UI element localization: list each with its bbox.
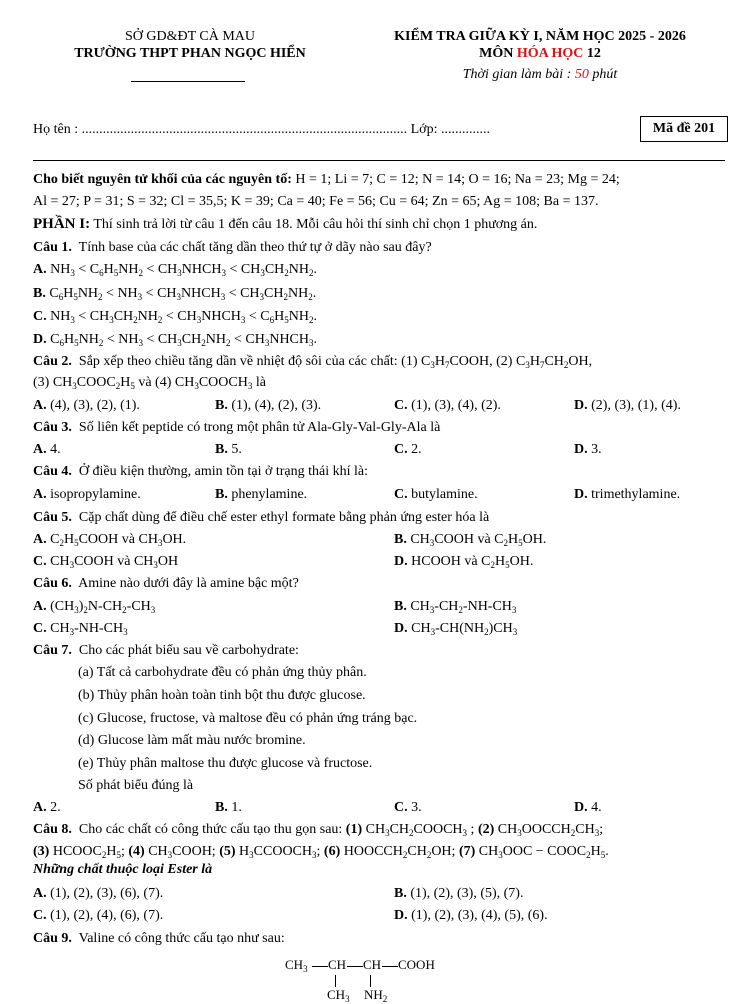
student-name-field: Họ tên : ............................................................................................. Lớp: .............. bbox=[33, 122, 490, 137]
question-5: Câu 5. Cặp chất dùng để điều chế ester ethyl formate bằng phản ứng ester hóa là bbox=[33, 510, 490, 525]
question-8-prompt: Những chất thuộc loại Ester là bbox=[33, 862, 213, 877]
school-name: TRƯỜNG THPT PHAN NGỌC HIỂN bbox=[74, 46, 306, 61]
q6-option-a: A. $(CH_3)_2N-CH_2-CH_3$ bbox=[33, 599, 156, 615]
q8-option-b: B. (1), (2), (3), (5), (7). bbox=[394, 886, 524, 901]
q7-option-a: A. 2. bbox=[33, 800, 61, 815]
q4-option-a: A. isopropylamine. bbox=[33, 487, 141, 502]
separator-line bbox=[33, 160, 725, 161]
q1-option-d: D. $C_6H_5NH_2 < NH_3 < CH_3CH_2NH_2$ < $CH_3NHCH_3$. bbox=[33, 332, 317, 348]
q7-statement-c: (c) Glucose, fructose, và maltose đều có phản ứng tráng bạc. bbox=[78, 711, 418, 726]
question-8-compounds: (3) $HCOOC_2H_5$; (4) $CH_3COOH$; (5) $H_3CCOOCH_3$; (6) $HOOCCH_2CH_2OH$; (7) $CH_3OOC$ − $COOC_2H_5$. bbox=[33, 844, 609, 860]
q5-option-d: D. HCOOH và $C_2H_5OH$. bbox=[394, 554, 534, 570]
q6-option-b: B. $CH_3-CH_2-NH-CH_3$ bbox=[394, 599, 517, 615]
q5-option-c: C. $CH_3COOH$ và $CH_3OH$ bbox=[33, 554, 179, 570]
atomic-mass-line-1: Cho biết nguyên tử khối của các nguyên tố: H = 1; Li = 7; C = 12; N = 14; O = 16; Na = 23; Mg = 24; bbox=[33, 172, 620, 187]
q7-option-d: D. 4. bbox=[574, 800, 602, 815]
q8-option-a: A. (1), (2), (3), (6), (7). bbox=[33, 886, 164, 901]
q2-option-c: C. (1), (3), (4), (2). bbox=[394, 398, 501, 413]
question-1: Câu 1. Tính base của các chất tăng dần theo thứ tự ở dãy nào sau đây? bbox=[33, 240, 432, 255]
q3-option-b: B. 5. bbox=[215, 442, 242, 457]
exam-code-box: Mã đề 201 bbox=[640, 116, 728, 142]
part1-instruction: PHẦN I: Thí sinh trả lời từ câu 1 đến câu 18. Mỗi câu hỏi thí sinh chỉ chọn 1 phương án. bbox=[33, 216, 538, 232]
q3-option-c: C. 2. bbox=[394, 442, 422, 457]
q7-statement-b: (b) Thủy phân hoàn toàn tinh bột thu được glucose. bbox=[78, 688, 366, 703]
valine-structure: $CH_3$ CH CH COOH $CH_3$ $NH_2$ bbox=[285, 957, 435, 1004]
q7-statement-e: (e) Thủy phân maltose thu được glucose và fructose. bbox=[78, 756, 373, 771]
structure-methyl-branch: $CH_3$ bbox=[327, 987, 350, 1004]
question-7: Câu 7. Cho các phát biểu sau về carbohydrate: bbox=[33, 643, 299, 658]
question-3: Câu 3. Số liên kết peptide có trong một phân tử Ala-Gly-Val-Gly-Ala là bbox=[33, 420, 441, 435]
q8-option-c: C. (1), (2), (4), (6), (7). bbox=[33, 908, 164, 923]
time-line: Thời gian làm bài : 50 phút bbox=[462, 67, 618, 82]
q3-option-d: D. 3. bbox=[574, 442, 602, 457]
question-8: Câu 8. Cho các chất có công thức cấu tạo thu gọn sau: (1) $CH_3CH_2COOCH_3$ ; (2) $CH_3OOCCH_2CH_3$; bbox=[33, 822, 604, 838]
q7-statement-a: (a) Tất cả carbohydrate đều có phản ứng thủy phân. bbox=[78, 665, 367, 680]
q2-option-a: A. (4), (3), (2), (1). bbox=[33, 398, 140, 413]
q6-option-d: D. $CH_3-CH(NH_2)CH_3$ bbox=[394, 621, 518, 637]
q2-option-d: D. (2), (3), (1), (4). bbox=[574, 398, 681, 413]
question-4: Câu 4. Ở điều kiện thường, amin tồn tại ở trạng thái khí là: bbox=[33, 464, 369, 479]
header-underline bbox=[131, 81, 245, 82]
question-2-cont: (3) $CH_3COOC_2H_5$ và (4) $CH_3COOCH_3$ là bbox=[33, 375, 266, 391]
q7-option-b: B. 1. bbox=[215, 800, 242, 815]
q4-option-c: C. butylamine. bbox=[394, 487, 478, 502]
question-9: Câu 9. Valine có công thức cấu tạo như sau: bbox=[33, 931, 285, 946]
exam-title: KIỂM TRA GIỮA KỲ I, NĂM HỌC 2025 - 2026 bbox=[394, 29, 686, 44]
question-2: Câu 2. Sắp xếp theo chiều tăng dần về nhiệt độ sôi của các chất: (1) $C_3H_7COOH$, (2) $C_3H_7CH_2OH$, bbox=[33, 354, 593, 370]
q7-option-c: C. 3. bbox=[394, 800, 422, 815]
q4-option-b: B. phenylamine. bbox=[215, 487, 308, 502]
q6-option-c: C. $CH_3-NH-CH_3$ bbox=[33, 621, 128, 637]
q5-option-a: A. $C_2H_5COOH$ và $CH_3OH$. bbox=[33, 532, 187, 548]
q7-count-prompt: Số phát biểu đúng là bbox=[78, 778, 194, 793]
q1-option-a: A. $NH_3 < C_6H_5NH_2$ < $CH_3NHCH_3 < CH_3CH_2NH_2$. bbox=[33, 262, 317, 278]
q3-option-a: A. 4. bbox=[33, 442, 61, 457]
q4-option-d: D. trimethylamine. bbox=[574, 487, 681, 502]
atomic-mass-line-2: Al = 27; P = 31; S = 32; Cl = 35,5; K = 39; Ca = 40; Fe = 56; Cu = 64; Zn = 65; Ag = 108; Ba = 137. bbox=[33, 194, 599, 209]
question-6: Câu 6. Amine nào dưới đây là amine bậc một? bbox=[33, 576, 299, 591]
q5-option-b: B. $CH_3COOH$ và $C_2H_5OH$. bbox=[394, 532, 547, 548]
subject-line: MÔN HÓA HỌC 12 bbox=[479, 46, 601, 61]
structure-main-chain: $CH_3$ bbox=[285, 957, 308, 974]
q1-option-b: B. $C_6H_5NH_2 < NH_3$ < $CH_3NHCH_3 < CH_3CH_2NH_2$. bbox=[33, 286, 317, 302]
structure-amino-branch: $NH_2$ bbox=[364, 987, 388, 1004]
department-name: SỞ GD&ĐT CÀ MAU bbox=[124, 29, 256, 44]
q8-option-d: D. (1), (2), (3), (4), (5), (6). bbox=[394, 908, 548, 923]
q2-option-b: B. (1), (4), (2), (3). bbox=[215, 398, 322, 413]
q1-option-c: C. $NH_3 < CH_3CH_2NH_2$ < $CH_3NHCH_3 < C_6H_5NH_2$. bbox=[33, 309, 317, 325]
q7-statement-d: (d) Glucose làm mất màu nước bromine. bbox=[78, 733, 306, 748]
